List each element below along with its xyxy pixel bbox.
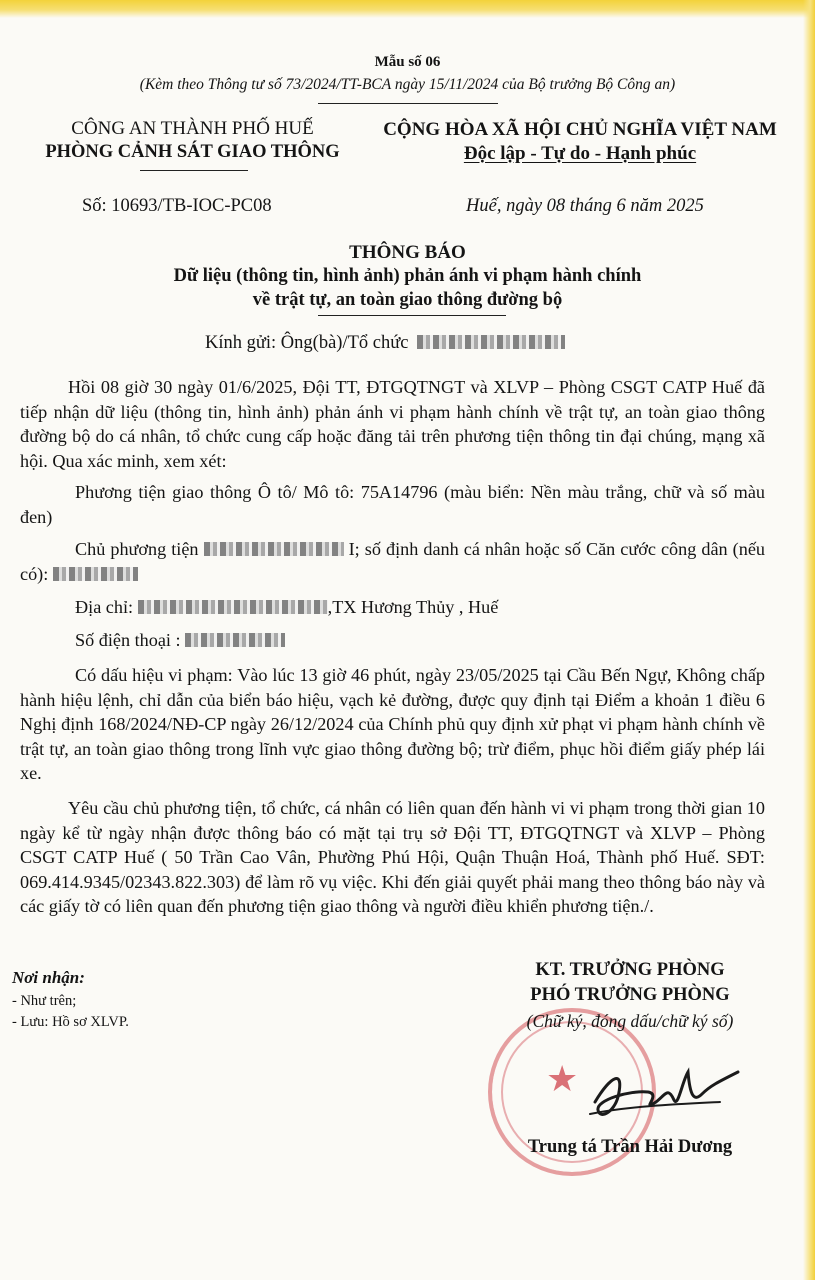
document-subtitle-1: Dữ liệu (thông tin, hình ảnh) phản ánh vi phạm hành chính <box>173 266 642 286</box>
issuer-line1: CÔNG AN THÀNH PHỐ HUẾ <box>71 118 314 139</box>
paragraph-vehicle-text: Phương tiện giao thông Ô tô/ Mô tô: 75A14796 (màu biển: Nền màu trắng, chữ và số màu đen) <box>20 482 765 527</box>
scan-top-edge <box>0 0 815 18</box>
scan-right-edge <box>803 0 815 1280</box>
issuer-line2: PHÒNG CẢNH SÁT GIAO THÔNG <box>45 142 340 162</box>
recipients-heading: Nơi nhận: <box>12 968 85 987</box>
owner-label: Chủ phương tiện <box>75 539 199 559</box>
redacted-recipient <box>417 335 565 349</box>
paragraph-intro <box>20 375 765 473</box>
signature-title-1: KT. TRƯỞNG PHÒNG <box>535 960 725 980</box>
recipients-item-2: - Lưu: Hồ sơ XLVP. <box>12 1014 129 1030</box>
paragraph-phone <box>20 628 765 653</box>
nation-motto: Độc lập - Tự do - Hạnh phúc <box>463 143 697 164</box>
owner-tail: I; số định danh cá nhân hoặc số Căn cước công dân (nếu có): <box>20 539 765 584</box>
handwritten-signature <box>570 1042 750 1132</box>
paragraph-request <box>20 796 765 919</box>
divider <box>140 170 248 171</box>
issue-date: Huế, ngày 08 tháng 6 năm 2025 <box>466 196 704 216</box>
signer-name: Trung tá Trần Hải Dương <box>527 1137 733 1157</box>
document-title: THÔNG BÁO <box>349 242 466 263</box>
form-number: Mẫu số 06 <box>374 54 441 70</box>
redacted-phone <box>185 633 285 647</box>
recipient-label: Kính gửi: Ông(bà)/Tổ chức <box>205 333 409 353</box>
paragraph-violation <box>20 663 765 786</box>
paragraph-violation-text: Có dấu hiệu vi phạm: Vào lúc 13 giờ 46 phút, ngày 23/05/2025 tại Cầu Bến Ngự, Không chấp hành hiệu lệnh, chỉ dẫn của biển báo hiệu, vạch kẻ đường, được quy định tại Điểm a khoản 1 điều 6 Nghị định 168/2024/NĐ-CP ngày 26/12/2024 của Chính phủ quy định xử phạt vi phạm hành chính về trật tự, an toàn giao thông trong lĩnh vực giao thông đường bộ; trừ điểm, phục hồi điểm giấy phép lái xe. <box>20 665 765 783</box>
signature-title-2: PHÓ TRƯỞNG PHÒNG <box>530 985 730 1005</box>
seal-star-icon: ★ <box>546 1059 579 1099</box>
paragraph-owner <box>20 537 765 586</box>
nation-title: CỘNG HÒA XÃ HỘI CHỦ NGHĨA VIỆT NAM <box>383 119 777 140</box>
divider <box>318 315 506 316</box>
redacted-owner-name <box>204 542 344 556</box>
recipients-item-1: - Như trên; <box>12 993 77 1009</box>
redacted-id-number <box>53 567 138 581</box>
signature-note: (Chữ ký, đóng dấu/chữ ký số) <box>526 1011 734 1031</box>
paragraph-vehicle <box>20 480 765 529</box>
form-attached-note: (Kèm theo Thông tư số 73/2024/TT-BCA ngày 15/11/2024 của Bộ trưởng Bộ Công an) <box>139 76 676 93</box>
document-number: Số: 10693/TB-IOC-PC08 <box>82 196 272 216</box>
recipient-line <box>205 333 565 354</box>
address-label: Địa chỉ: <box>75 597 134 617</box>
document-subtitle-2: về trật tự, an toàn giao thông đường bộ <box>252 290 563 310</box>
address-tail: ,TX Hương Thủy , Huế <box>327 597 499 617</box>
paragraph-request-text: Yêu cầu chủ phương tiện, tổ chức, cá nhân có liên quan đến hành vi vi phạm trong thời gian 10 ngày kể từ ngày nhận được thông báo có mặt tại trụ sở Đội TT, ĐTGQTNGT và XLVP – Phòng CSGT CATP Huế ( 50 Trần Cao Vân, Phường Phú Hội, Quận Thuận Hoá, Thành phố Huế. SĐT: 069.414.9345/02343.822.303) để làm rõ vụ việc. Khi đến giải quyết phải mang theo thông báo này và các giấy tờ có liên quan đến phương tiện giao thông và người điều khiển phương tiện./. <box>20 798 765 916</box>
divider <box>318 103 498 104</box>
paragraph-address <box>20 595 765 620</box>
paragraph-intro-text: Hồi 08 giờ 30 ngày 01/6/2025, Đội TT, ĐTGQTNGT và XLVP – Phòng CSGT CATP Huế đã tiếp nhận dữ liệu (thông tin, hình ảnh) phản ánh vi phạm hành chính về trật tự, an toàn giao thông đường bộ do cá nhân, tổ chức cung cấp hoặc đăng tải trên phương tiện thông tin đại chúng, mạng xã hội. Qua xác minh, xem xét: <box>20 377 765 471</box>
phone-label: Số điện thoại : <box>75 630 181 650</box>
redacted-address <box>138 600 328 614</box>
